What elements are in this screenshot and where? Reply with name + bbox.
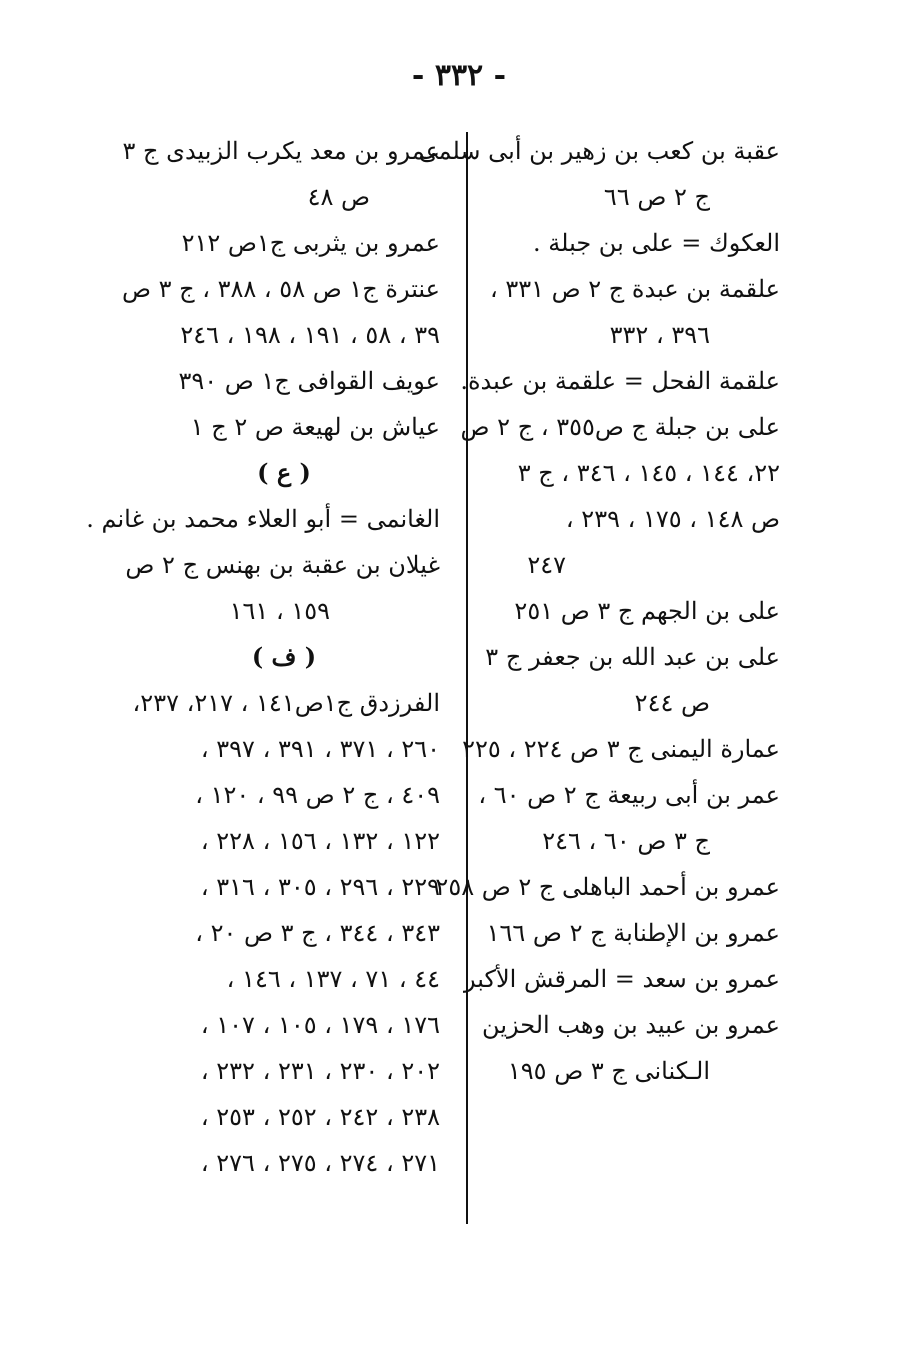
index-entry-continuation: ١٥٩ ، ١٦١ (229, 597, 330, 625)
index-entry: عمرو بن عبيد بن وهب الحزين (482, 1011, 780, 1039)
index-entry-continuation: ٢٢٩ ، ٢٩٦ ، ٣٠٥ ، ٣١٦ ، (200, 873, 440, 901)
index-entry: الفرزدق ج١ص١٤١ ، ٢١٧، ٢٣٧، (132, 689, 440, 717)
index-entry: عمارة اليمنى ج ٣ ص ٢٢٤ ، ٢٢٥ (462, 735, 780, 763)
index-entry: على بن عبد الله بن جعفر ج ٣ (485, 643, 780, 671)
index-entry-continuation: ٤٤ ، ٧١ ، ١٣٧ ، ١٤٦ ، (226, 965, 440, 993)
index-entry: عقبة بن كعب بن زهير بن أبى سلمى (418, 137, 780, 165)
index-entry-continuation: ٢٣٨ ، ٢٤٢ ، ٢٥٢ ، ٢٥٣ ، (200, 1103, 440, 1131)
index-entry-continuation: ٣٩٦ ، ٣٣٢ (609, 321, 710, 349)
index-entry: عمرو بن يثربى ج١ص ٢١٢ (181, 229, 440, 257)
index-entry: الغانمى = أبو العلاء محمد بن غانم . (86, 505, 440, 533)
index-entry: عنترة ج١ ص ٥٨ ، ٣٨٨ ، ج ٣ ص (121, 275, 440, 303)
section-heading-fa: ( ف ) (251, 642, 317, 671)
index-entry-continuation: ص ١٤٨ ، ١٧٥ ، ٢٣٩ ، (565, 505, 780, 533)
right-column (418, 128, 780, 1094)
index-entry-continuation: ٣٩ ، ٥٨ ، ١٩١ ، ١٩٨ ، ٢٤٦ (180, 321, 440, 349)
index-entry: عياش بن لهيعة ص ٢ ج ١ (190, 413, 440, 441)
index-entry: علقمة بن عبدة ج ٢ ص ٣٣١ ، (489, 275, 780, 303)
index-entry-continuation: ٣٤٣ ، ٣٤٤ ، ج ٣ ص ٢٠ ، (195, 919, 440, 947)
index-entry-continuation: ٢٧١ ، ٢٧٤ ، ٢٧٥ ، ٢٧٦ ، (200, 1149, 440, 1177)
index-entry: على بن جبلة ج ص٣٥٥ ، ج ٢ ص (460, 413, 780, 441)
index-entry-continuation: ٢٢، ١٤٤ ، ١٤٥ ، ٣٤٦ ، ج ٣ (517, 459, 780, 487)
index-entry-continuation: ٤٠٩ ، ج ٢ ص ٩٩ ، ١٢٠ ، (195, 781, 440, 809)
column-divider (466, 132, 468, 1224)
index-entry: عمر بن أبى ربيعة ج ٢ ص ٦٠ ، (478, 781, 780, 809)
index-entry: على بن الجهم ج ٣ ص ٢٥١ (514, 597, 780, 625)
section-heading-ain: ( ع ) (257, 458, 311, 487)
page-number: - ٣٣٢ - (411, 58, 507, 93)
index-entry-continuation: ٢٦٠ ، ٣٧١ ، ٣٩١ ، ٣٩٧ ، (200, 735, 440, 763)
index-entry: عمرو بن الإطنابة ج ٢ ص ١٦٦ (486, 919, 780, 947)
index-entry-continuation: ٢٤٧ (527, 551, 566, 579)
index-entry-continuation: الـكنانى ج ٣ ص ١٩٥ (507, 1057, 710, 1085)
index-entry: عمرو بن معد يكرب الزبيدى ج ٣ (122, 137, 440, 165)
index-entry: عمرو بن أحمد الباهلى ج ٢ ص ٢٥٨ (435, 873, 780, 901)
index-entry-continuation: ج ٢ ص ٦٦ (603, 183, 710, 211)
index-entry: غيلان بن عقبة بن بهنس ج ٢ ص (125, 551, 440, 579)
index-entry-continuation: ص ٢٤٤ (634, 689, 710, 717)
index-entry-continuation: ١٧٦ ، ١٧٩ ، ١٠٥ ، ١٠٧ ، (200, 1011, 440, 1039)
index-entry: عويف القوافى ج١ ص ٣٩٠ (178, 367, 440, 395)
index-entry-continuation: ص ٤٨ (307, 183, 370, 211)
index-entry-continuation: ج ٣ ص ٦٠ ، ٢٤٦ (542, 827, 710, 855)
index-entry: العكوك = على بن جبلة . (533, 229, 780, 257)
index-entry: علقمة الفحل = علقمة بن عبدة. (460, 367, 780, 395)
index-entry-continuation: ٢٠٢ ، ٢٣٠ ، ٢٣١ ، ٢٣٢ ، (200, 1057, 440, 1085)
left-column (86, 128, 440, 1186)
index-entry-continuation: ١٢٢ ، ١٣٢ ، ١٥٦ ، ٢٢٨ ، (200, 827, 440, 855)
index-entry: عمرو بن سعد = المرقش الأكبر (464, 965, 780, 993)
